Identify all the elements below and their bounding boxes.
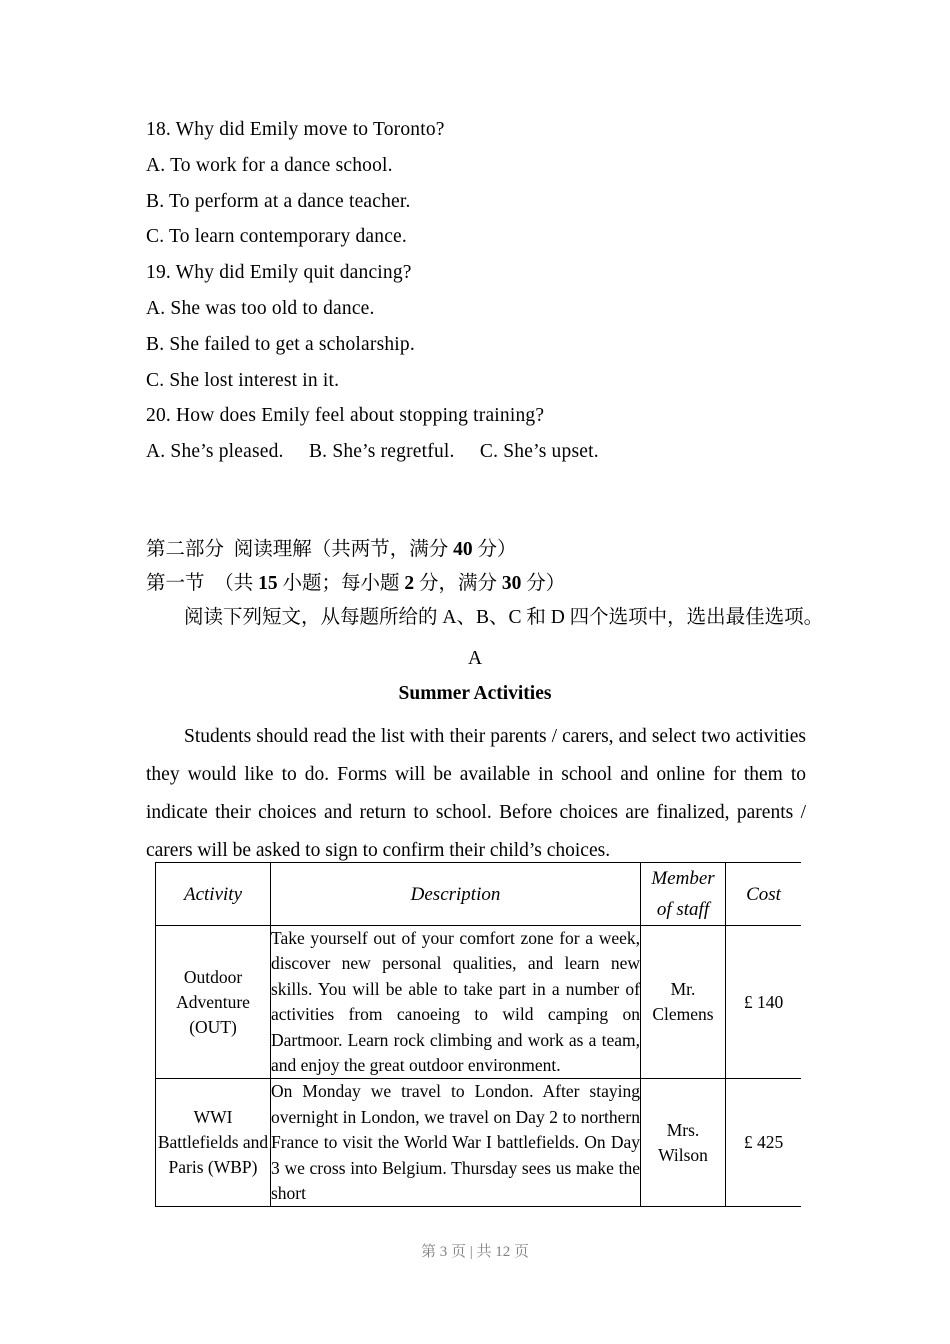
- section-one-mid2: 分，满分: [414, 573, 502, 594]
- section-headings-block: [146, 533, 836, 635]
- passage-letter: A: [467, 648, 483, 669]
- cell-activity: WWI Battlefields and Paris (WBP): [156, 1079, 271, 1207]
- header-cost: Cost: [726, 863, 802, 926]
- table-row: [156, 926, 802, 1079]
- passage-title: Summer Activities: [398, 683, 552, 704]
- section-one-heading: [146, 567, 836, 601]
- cell-staff: Mr. Clemens: [641, 926, 726, 1079]
- cell-staff: Mrs. Wilson: [641, 1079, 726, 1207]
- question-option: A. To work for a dance school.: [146, 154, 393, 176]
- reading-instruction: 阅读下列短文，从每题所给的 A、B、C 和 D 四个选项中，选出最佳选项。: [184, 607, 824, 628]
- header-member-of-staff: [641, 863, 726, 926]
- cell-activity: Outdoor Adventure (OUT): [156, 926, 271, 1079]
- part-two-heading: [146, 533, 836, 567]
- cell-cost: £ 140: [726, 926, 802, 1079]
- table-header-row: [156, 863, 802, 926]
- section-one-prefix: 第一节 （共: [146, 573, 259, 594]
- section-one-mid1: 小题；每小题: [277, 573, 405, 594]
- question-line: 18. Why did Emily move to Toronto?: [146, 119, 445, 140]
- activities-table: [155, 862, 801, 1207]
- header-activity: Activity: [156, 863, 271, 926]
- header-staff-line2: of staff: [656, 899, 710, 920]
- question-option: B. To perform at a dance teacher.: [146, 190, 411, 212]
- cell-cost: £ 425: [726, 1079, 802, 1207]
- part-two-score: 40: [453, 539, 473, 560]
- table-row: [156, 1079, 802, 1207]
- part-two-heading-prefix: 第二部分 阅读理解（共两节，满分: [146, 539, 454, 560]
- header-staff-line1: Member: [651, 868, 715, 889]
- cell-description: On Monday we travel to London. After staying overnight in London, we travel on Day 2 to northern France to visit the World War I battlefields. On Day 3 we cross into Belgium. Thursday sees us make the short: [271, 1079, 641, 1207]
- question-line: 19. Why did Emily quit dancing?: [146, 262, 412, 284]
- question-option: C. She lost interest in it.: [146, 369, 340, 391]
- question-line: 20. How does Emily feel about stopping training?: [146, 405, 545, 427]
- section-one-count: 15: [258, 573, 278, 594]
- question-option: B. She failed to get a scholarship.: [146, 333, 415, 355]
- section-one-total: 30: [501, 573, 522, 594]
- question-option: A. She’s pleased. B. She’s regretful. C. She’s upset.: [146, 441, 599, 463]
- header-description: Description: [271, 863, 641, 926]
- activities-table-wrapper: [155, 862, 801, 1210]
- part-two-heading-suffix: 分）: [472, 539, 517, 560]
- page-footer: 第 3 页 | 共 12 页: [420, 1244, 529, 1260]
- listening-questions-block: [146, 112, 826, 470]
- cell-description: Take yourself out of your comfort zone for a week, discover new personal qualities, and learn new skills. You will be able to take part in a number of activities from canoeing to wild camping on Dartmoor. Learn rock climbing and work as a team, and enjoy the great outdoor environment.: [271, 926, 641, 1079]
- question-option: A. She was too old to dance.: [146, 297, 375, 319]
- section-one-suffix: 分）: [521, 573, 566, 594]
- passage-intro-paragraph: Students should read the list with their parents / carers, and select two activities they would like to do. Forms will be available in school and online for them to indicate their choices and return to school. Before choices are finalized, parents / carers will be asked to sign to confirm their child’s choices.: [146, 726, 806, 861]
- section-one-per-score: 2: [404, 573, 415, 594]
- question-option: C. To learn contemporary dance.: [146, 226, 407, 248]
